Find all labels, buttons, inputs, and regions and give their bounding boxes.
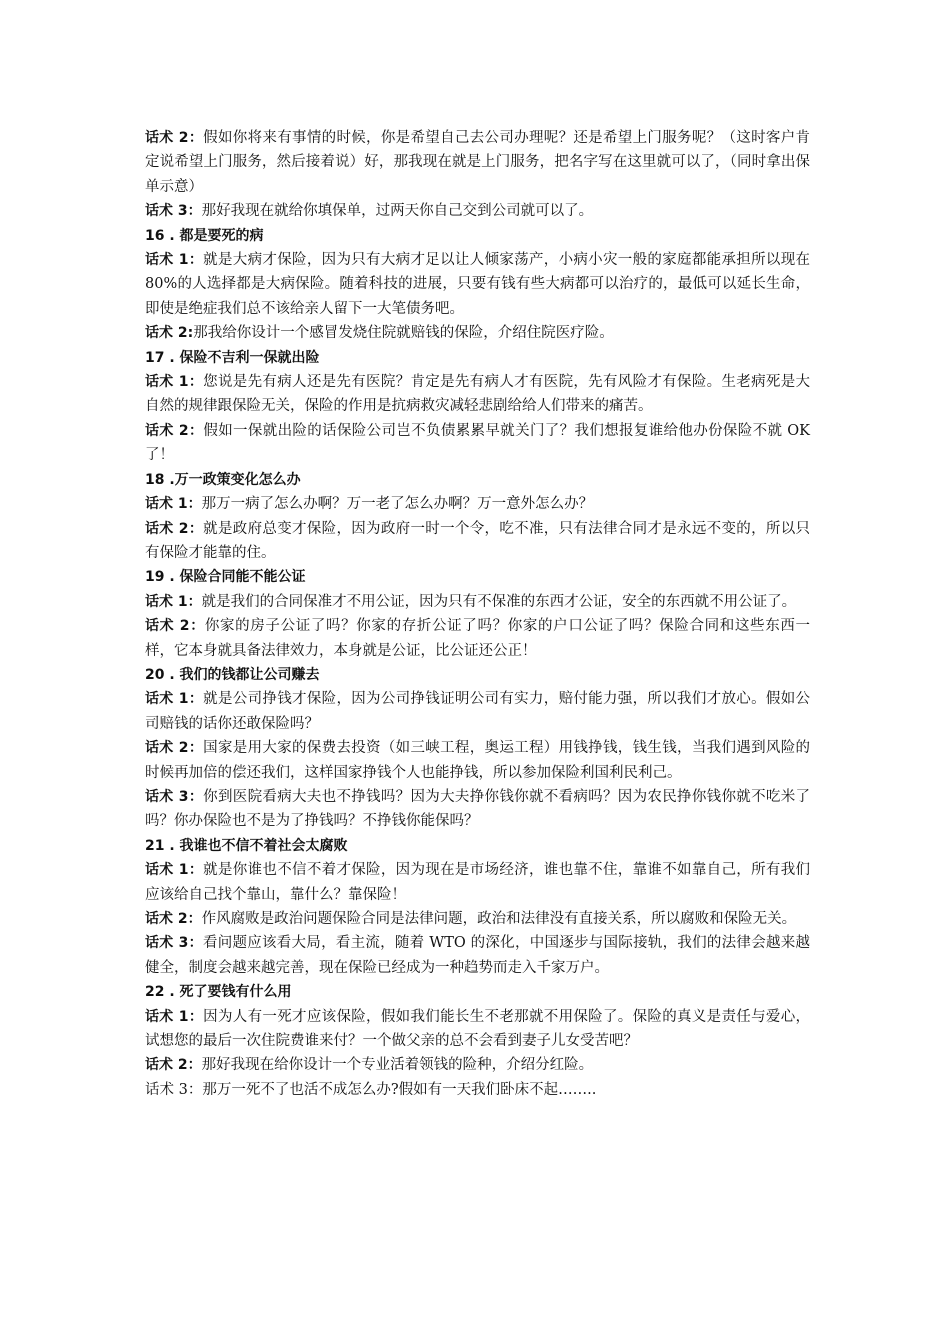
script-label: 话术 1： <box>145 593 202 610</box>
section-heading: 20 . 我们的钱都让公司赚去 <box>145 666 320 683</box>
script-label: 话术 2： <box>145 130 204 146</box>
dialogue-paragraph <box>145 199 810 223</box>
script-text: 那万一病了怎么办啊？万一老了怎么办啊？万一意外怎么办？ <box>201 496 594 513</box>
script-label: 话术 2: <box>145 325 194 342</box>
dialogue-paragraph <box>145 858 810 907</box>
dialogue-paragraph <box>145 248 810 321</box>
script-label: 话术 3： <box>145 935 203 952</box>
dialogue-paragraph <box>145 419 810 468</box>
section-heading: 21 . 我谁也不信不着社会太腐败 <box>145 837 348 854</box>
dialogue-paragraph <box>145 1078 810 1102</box>
script-text: 就是公司挣钱才保险，因为公司挣钱证明公司有实力，赔付能力强，所以我们才放心。假如公司赔钱的话你还敢保险吗？ <box>145 691 811 732</box>
dialogue-paragraph <box>145 126 810 199</box>
script-label: 话术 1： <box>145 374 204 391</box>
section-heading: 16 . 都是要死的病 <box>145 227 264 244</box>
section-heading: 18 .万一政策变化怎么办 <box>145 471 301 488</box>
dialogue-paragraph <box>145 785 810 834</box>
script-label: 话术 1： <box>145 691 204 708</box>
section-heading: 17 . 保险不吉利一保就出险 <box>145 349 320 366</box>
dialogue-paragraph <box>145 517 810 566</box>
script-text: 那我给你设计一个感冒发烧住院就赔钱的保险，介绍住院医疗险。 <box>193 325 614 342</box>
section-heading: 22 . 死了要钱有什么用 <box>145 984 292 1001</box>
script-text: 那万一死不了也活不成怎么办?假如有一天我们卧床不起…….. <box>202 1081 597 1098</box>
dialogue-paragraph <box>145 687 810 736</box>
script-text: 看问题应该看大局，看主流，随着 WTO 的深化，中国逐步与国际接轨，我们的法律会越来越健全，制度会越来越完善，现在保险已经成为一种趋势而走入千家万户。 <box>145 935 810 976</box>
script-label: 话术 2： <box>145 618 205 635</box>
script-label: 话术 1： <box>145 862 204 879</box>
script-text: 因为人有一死才应该保险，假如我们能长生不老那就不用保险了。保险的真义是责任与爱心，试想您的最后一次住院费谁来付？一个做父亲的总不会看到妻子儿女受苦吧？ <box>145 1008 811 1050</box>
script-text: 那好我现在就给你填保单，过两天你自己交到公司就可以了。 <box>201 203 594 220</box>
script-text: 国家是用大家的保费去投资（如三峡工程，奥运工程）用钱挣钱，钱生钱，当我们遇到风险的时候再加倍的偿还我们，这样国家挣钱个人也能挣钱，所以参加保险利国利民利己。 <box>145 740 811 781</box>
script-text: 那好我现在给你设计一个专业活着领钱的险种，介绍分红险。 <box>201 1057 594 1074</box>
script-label: 话术 1： <box>145 252 204 269</box>
script-label: 话术 3： <box>145 788 204 805</box>
dialogue-paragraph <box>145 907 810 931</box>
dialogue-paragraph <box>145 321 810 345</box>
script-text: 就是我们的合同保准才不用公证，因为只有不保准的东西才公证，安全的东西就不用公证了。 <box>201 593 797 610</box>
script-text: 作风腐败是政治问题保险合同是法律问题，政治和法律没有直接关系，所以腐败和保险无关。 <box>201 911 797 927</box>
script-text: 你到医院看病大夫也不挣钱吗？因为大夫挣你钱你就不看病吗？因为农民挣你钱你就不吃米了吗？你办保险也不是为了挣钱吗？不挣钱你能保吗？ <box>145 788 811 830</box>
script-text: 就是政府总变才保险，因为政府一时一个令，吃不准，只有法律合同才是永远不变的，所以只有保险才能靠的住。 <box>145 520 811 561</box>
script-text: 就是大病才保险，因为只有大病才足以让人倾家荡产，小病小灾一般的家庭都能承担所以现在 80%的人选择都是大病保险。随着科技的进展，只要有钱有些大病都可以治疗的，最低可以延长生命，即使是绝症我们总不该给亲人留下一大笔债务吧。 <box>145 252 811 317</box>
script-text: 假如你将来有事情的时候，你是希望自己去公司办理呢？还是希望上门服务呢？（这时客户肯定说希望上门服务，然后接着说）好，那我现在就是上门服务，把名字写在这里就可以了，（同时拿出保单示意） <box>145 130 811 195</box>
dialogue-paragraph <box>145 736 810 785</box>
script-label: 话术 1： <box>145 496 202 513</box>
dialogue-paragraph <box>145 590 810 614</box>
dialogue-paragraph <box>145 492 810 516</box>
section-heading: 19 . 保险合同能不能公证 <box>145 569 306 586</box>
script-text: 你家的房子公证了吗？你家的存折公证了吗？你家的户口公证了吗？保险合同和这些东西一样，它本身就具备法律效力，本身就是公证，比公证还公正！ <box>145 618 810 659</box>
dialogue-paragraph <box>145 931 810 980</box>
script-label: 话术 2： <box>145 1057 202 1074</box>
script-label: 话术 2： <box>145 740 204 757</box>
script-text: 您说是先有病人还是先有医院？肯定是先有病人才有医院，先有风险才有保险。生老病死是大自然的规律跟保险无关，保险的作用是抗病救灾减轻悲剧给给人们带来的痛苦。 <box>145 374 811 415</box>
script-text: 假如一保就出险的话保险公司岂不负债累累早就关门了？我们想报复谁给他办份保险不就 OK 了！ <box>145 422 810 464</box>
script-label: 话术 2： <box>145 911 202 927</box>
script-label: 话术 2： <box>145 520 204 537</box>
script-label: 话术 3： <box>145 1081 203 1098</box>
dialogue-paragraph <box>145 614 810 663</box>
dialogue-paragraph <box>145 370 810 419</box>
script-label: 话术 3： <box>145 203 202 220</box>
script-label: 话术 1： <box>145 1008 204 1025</box>
script-label: 话术 2： <box>145 422 204 439</box>
dialogue-paragraph <box>145 1005 810 1054</box>
document-page <box>145 126 810 1102</box>
dialogue-paragraph <box>145 1053 810 1077</box>
script-text: 就是你谁也不信不着才保险，因为现在是市场经济，谁也靠不住，靠谁不如靠自己，所有我们应该给自己找个靠山，靠什么？靠保险！ <box>145 862 811 903</box>
